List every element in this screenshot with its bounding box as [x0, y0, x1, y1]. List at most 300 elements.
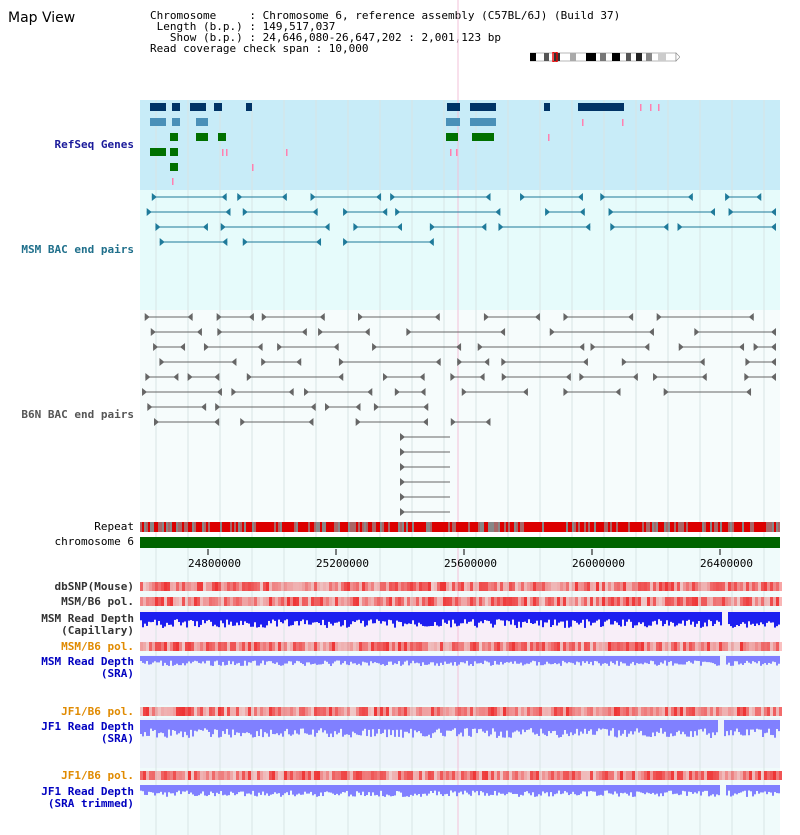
repeat-block: [754, 522, 756, 532]
jf1-pol2-cell: [335, 771, 338, 780]
jf1-trimmed-depth-bar: [452, 785, 454, 792]
jf1-pol2-cell: [632, 771, 635, 780]
dbsnp-cell: [656, 582, 659, 591]
jf1-trimmed-depth-bar: [210, 785, 212, 792]
jf1-pol2-cell: [200, 771, 203, 780]
dbsnp-cell: [398, 582, 401, 591]
jf1-pol2-cell: [746, 771, 749, 780]
jf1-trimmed-depth-bar: [540, 785, 542, 796]
msm-capillary-depth-bar: [352, 612, 354, 621]
repeat-block: [586, 522, 588, 532]
jf1-pol2-cell: [254, 771, 257, 780]
jf1-pol-cell: [635, 707, 638, 716]
msm-capillary-depth-bar: [672, 612, 674, 623]
jf1-trimmed-depth-bar: [714, 785, 716, 797]
jf1-pol-cell: [182, 707, 185, 716]
repeat-block: [576, 522, 578, 532]
msm-capillary-depth-bar: [454, 612, 456, 624]
jf1-trimmed-depth-bar: [736, 785, 738, 794]
msm-sra-depth-bar: [206, 656, 208, 661]
jf1-pol-cell: [746, 707, 749, 716]
msm-sra-depth-bar: [380, 656, 382, 665]
msm-pol-cell: [254, 597, 257, 606]
dbsnp-cell: [647, 582, 650, 591]
track-label-refseq[interactable]: RefSeq Genes: [54, 138, 134, 151]
track-label-msm-pol-2: MSM/B6 pol.: [61, 640, 134, 653]
jf1-trimmed-depth-bar: [420, 785, 422, 797]
jf1-sra-depth-bar: [668, 720, 670, 737]
jf1-trimmed-depth-bar: [536, 785, 538, 796]
jf1-pol-cell: [644, 707, 647, 716]
msm-pol-cell: [749, 597, 752, 606]
jf1-trimmed-depth-bar: [576, 785, 578, 795]
msm-pol-cell: [563, 597, 566, 606]
msm-pol-cell: [641, 597, 644, 606]
dbsnp-cell: [767, 582, 770, 591]
jf1-pol-cell: [671, 707, 674, 716]
jf1-pol-cell: [197, 707, 200, 716]
track-label-msm-depth-sra: MSM Read Depth (SRA): [41, 655, 134, 680]
repeat-block: [394, 522, 396, 532]
jf1-trimmed-depth-bar: [410, 785, 412, 795]
jf1-trimmed-depth-bar: [436, 785, 438, 795]
jf1-pol2-cell: [482, 771, 485, 780]
repeat-block: [564, 522, 566, 532]
jf1-pol2-cell: [203, 771, 206, 780]
msm-sra-depth-bar: [610, 656, 612, 661]
repeat-block: [448, 522, 450, 532]
jf1-trimmed-depth-bar: [570, 785, 572, 794]
jf1-pol2-cell: [224, 771, 227, 780]
repeat-block: [726, 522, 728, 532]
jf1-pol-cell: [341, 707, 344, 716]
repeat-block: [760, 522, 762, 532]
msm-pol2-cell: [206, 642, 209, 651]
msm-pol2-cell: [215, 642, 218, 651]
msm-capillary-depth-bar: [364, 612, 366, 627]
jf1-trimmed-depth-bar: [166, 785, 168, 797]
jf1-pol2-cell: [470, 771, 473, 780]
jf1-pol-cell: [653, 707, 656, 716]
jf1-pol-cell: [404, 707, 407, 716]
jf1-pol-cell: [185, 707, 188, 716]
jf1-trimmed-depth-bar: [716, 785, 718, 794]
dbsnp-cell: [248, 582, 251, 591]
jf1-trimmed-depth-bar: [274, 785, 276, 792]
jf1-sra-depth-bar: [544, 720, 546, 735]
jf1-pol2-cell: [344, 771, 347, 780]
jf1-sra-depth-bar: [690, 720, 692, 731]
jf1-trimmed-depth-bar: [308, 785, 310, 794]
msm-sra-depth-bar: [616, 656, 618, 661]
jf1-pol2-cell: [527, 771, 530, 780]
dbsnp-cell: [749, 582, 752, 591]
msm-sra-depth-bar: [662, 656, 664, 664]
jf1-pol2-cell: [269, 771, 272, 780]
jf1-pol2-cell: [641, 771, 644, 780]
jf1-pol2-cell: [212, 771, 215, 780]
msm-sra-depth-bar: [320, 656, 322, 664]
track-label-msm-bac[interactable]: MSM BAC end pairs: [21, 243, 134, 256]
jf1-trimmed-depth-bar: [734, 785, 736, 793]
jf1-trimmed-depth-bar: [418, 785, 420, 794]
msm-capillary-depth-bar: [408, 612, 410, 623]
repeat-block: [592, 522, 594, 532]
msm-capillary-depth-bar: [740, 612, 742, 624]
dbsnp-cell: [317, 582, 320, 591]
msm-pol-cell: [344, 597, 347, 606]
msm-sra-depth-bar: [570, 656, 572, 663]
msm-sra-depth-bar: [514, 656, 516, 661]
repeat-block: [428, 522, 430, 532]
jf1-trimmed-depth-bar: [164, 785, 166, 792]
jf1-sra-depth-bar: [728, 720, 730, 735]
repeat-block: [664, 522, 666, 532]
jf1-pol2-cell: [533, 771, 536, 780]
msm-pol2-cell: [608, 642, 611, 651]
jf1-pol-cell: [335, 707, 338, 716]
msm-capillary-depth-bar: [488, 612, 490, 621]
dbsnp-cell: [542, 582, 545, 591]
msm-pol2-cell: [218, 642, 221, 651]
msm-pol-cell: [695, 597, 698, 606]
dbsnp-cell: [419, 582, 422, 591]
repeat-block: [604, 522, 606, 532]
jf1-pol-cell: [296, 707, 299, 716]
msm-capillary-depth-bar: [644, 612, 646, 626]
jf1-trimmed-depth-bar: [562, 785, 564, 794]
msm-sra-depth-bar: [412, 656, 414, 661]
msm-pol2-cell: [338, 642, 341, 651]
jf1-sra-depth-bar: [752, 720, 754, 730]
jf1-trimmed-depth-bar: [230, 785, 232, 792]
msm-pol-cell: [755, 597, 758, 606]
dbsnp-cell: [452, 582, 455, 591]
jf1-sra-depth-bar: [178, 720, 180, 733]
msm-pol2-cell: [569, 642, 572, 651]
repeat-block: [742, 522, 744, 532]
jf1-trimmed-depth-bar: [478, 785, 480, 795]
msm-pol-cell: [176, 597, 179, 606]
msm-pol2-cell: [590, 642, 593, 651]
msm-capillary-depth-bar: [728, 612, 730, 624]
msm-pol2-cell: [491, 642, 494, 651]
msm-pol-cell: [332, 597, 335, 606]
dbsnp-cell: [530, 582, 533, 591]
jf1-sra-depth-bar: [654, 720, 656, 736]
dbsnp-cell: [692, 582, 695, 591]
msm-pol-cell: [236, 597, 239, 606]
repeat-block: [512, 522, 514, 532]
msm-capillary-depth-bar: [556, 612, 558, 626]
jf1-trimmed-depth-bar: [154, 785, 156, 795]
dbsnp-cell: [374, 582, 377, 591]
jf1-pol2-cell: [761, 771, 764, 780]
msm-capillary-depth-bar: [396, 612, 398, 621]
repeat-block: [734, 522, 736, 532]
jf1-trimmed-depth-bar: [622, 785, 624, 793]
jf1-trimmed-depth-bar: [776, 785, 778, 793]
msm-sra-depth-bar: [658, 656, 660, 665]
msm-capillary-depth-bar: [356, 612, 358, 620]
msm-sra-depth-bar: [678, 656, 680, 664]
jf1-pol-cell: [224, 707, 227, 716]
msm-sra-depth-bar: [248, 656, 250, 662]
msm-sra-depth-bar: [370, 656, 372, 661]
jf1-pol2-cell: [173, 771, 176, 780]
jf1-sra-depth-bar: [146, 720, 148, 736]
repeat-block: [750, 522, 752, 532]
msm-capillary-depth-bar: [598, 612, 600, 619]
msm-pol-cell: [212, 597, 215, 606]
repeat-block: [472, 522, 474, 532]
repeat-block: [620, 522, 622, 532]
repeat-block: [520, 522, 522, 532]
msm-pol-cell: [659, 597, 662, 606]
dbsnp-cell: [743, 582, 746, 591]
jf1-sra-depth-bar: [422, 720, 424, 736]
repeat-block: [766, 522, 768, 532]
msm-sra-depth-bar: [526, 656, 528, 664]
msm-sra-depth-bar: [182, 656, 184, 663]
msm-capillary-depth-bar: [286, 612, 288, 619]
msm-capillary-depth-bar: [540, 612, 542, 620]
jf1-pol-cell: [236, 707, 239, 716]
jf1-pol2-cell: [662, 771, 665, 780]
msm-pol-cell: [632, 597, 635, 606]
repeat-block: [714, 522, 716, 532]
jf1-pol-cell: [758, 707, 761, 716]
jf1-trimmed-depth-bar: [538, 785, 540, 794]
msm-capillary-depth-bar: [684, 612, 686, 626]
msm-pol2-cell: [614, 642, 617, 651]
msm-sra-depth-bar: [480, 656, 482, 663]
msm-capillary-depth-bar: [292, 612, 294, 625]
dbsnp-cell: [227, 582, 230, 591]
msm-capillary-depth-bar: [546, 612, 548, 623]
jf1-sra-depth-bar: [370, 720, 372, 737]
repeat-block: [502, 522, 504, 532]
jf1-pol-cell: [659, 707, 662, 716]
msm-sra-depth-bar: [618, 656, 620, 666]
jf1-sra-depth-bar: [166, 720, 168, 738]
jf1-sra-depth-bar: [482, 720, 484, 732]
msm-pol-cell: [428, 597, 431, 606]
jf1-pol-cell: [365, 707, 368, 716]
jf1-trimmed-depth-bar: [770, 785, 772, 793]
msm-capillary-depth-bar: [384, 612, 386, 622]
msm-capillary-depth-bar: [502, 612, 504, 621]
msm-pol2-cell: [497, 642, 500, 651]
msm-pol2-cell: [779, 642, 782, 651]
jf1-sra-depth-bar: [358, 720, 360, 735]
msm-pol-cell: [437, 597, 440, 606]
msm-sra-depth-bar: [586, 656, 588, 661]
axis-tick-label: 25200000: [316, 557, 369, 570]
jf1-sra-depth-bar: [368, 720, 370, 730]
msm-sra-depth-bar: [344, 656, 346, 661]
msm-pol2-cell: [659, 642, 662, 651]
jf1-pol-cell: [332, 707, 335, 716]
msm-sra-depth-bar: [220, 656, 222, 666]
msm-pol-cell: [389, 597, 392, 606]
dbsnp-cell: [740, 582, 743, 591]
jf1-trimmed-depth-bar: [140, 785, 142, 791]
jf1-pol2-cell: [698, 771, 701, 780]
jf1-sra-depth-bar: [288, 720, 290, 734]
jf1-pol2-cell: [296, 771, 299, 780]
dbsnp-cell: [353, 582, 356, 591]
repeat-block: [262, 522, 264, 532]
msm-sra-depth-bar: [396, 656, 398, 664]
msm-pol2-cell: [383, 642, 386, 651]
repeat-block: [236, 522, 238, 532]
jf1-trimmed-depth-bar: [172, 785, 174, 793]
jf1-sra-depth-bar: [344, 720, 346, 735]
jf1-trimmed-depth-bar: [500, 785, 502, 794]
jf1-trimmed-depth-bar: [396, 785, 398, 791]
repeat-block: [190, 522, 192, 532]
jf1-trimmed-depth-bar: [490, 785, 492, 795]
msm-pol2-cell: [722, 642, 725, 651]
msm-capillary-depth-bar: [420, 612, 422, 624]
msm-pol-cell: [677, 597, 680, 606]
jf1-trimmed-depth-bar: [506, 785, 508, 794]
jf1-trimmed-depth-bar: [406, 785, 408, 796]
refseq-gene: [446, 118, 460, 126]
jf1-pol2-cell: [308, 771, 311, 780]
jf1-trimmed-depth-bar: [248, 785, 250, 793]
msm-pol-cell: [140, 597, 143, 606]
msm-sra-depth-bar: [292, 656, 294, 665]
jf1-trimmed-depth-bar: [486, 785, 488, 793]
repeat-block: [430, 522, 432, 532]
jf1-pol2-cell: [143, 771, 146, 780]
jf1-sra-depth-bar: [456, 720, 458, 736]
jf1-trimmed-depth-bar: [426, 785, 428, 796]
jf1-pol2-cell: [755, 771, 758, 780]
msm-sra-depth-bar: [686, 656, 688, 662]
msm-sra-depth-bar: [214, 656, 216, 661]
msm-pol2-cell: [581, 642, 584, 651]
msm-capillary-depth-bar: [390, 612, 392, 620]
msm-sra-depth-bar: [754, 656, 756, 662]
msm-pol2-cell: [536, 642, 539, 651]
msm-sra-depth-bar: [572, 656, 574, 663]
msm-pol2-cell: [149, 642, 152, 651]
msm-sra-depth-bar: [542, 656, 544, 665]
msm-pol-cell: [281, 597, 284, 606]
msm-pol2-cell: [725, 642, 728, 651]
dbsnp-cell: [239, 582, 242, 591]
repeat-block: [568, 522, 570, 532]
jf1-pol2-cell: [518, 771, 521, 780]
jf1-pol2-cell: [227, 771, 230, 780]
msm-pol2-cell: [164, 642, 167, 651]
msm-capillary-depth-bar: [608, 612, 610, 619]
msm-capillary-depth-bar: [176, 612, 178, 619]
repeat-block: [358, 522, 360, 532]
msm-capillary-depth-bar: [504, 612, 506, 626]
msm-pol2-cell: [371, 642, 374, 651]
jf1-sra-depth-bar: [418, 720, 420, 731]
jf1-sra-depth-bar: [214, 720, 216, 729]
msm-sra-depth-bar: [452, 656, 454, 666]
repeat-block: [496, 522, 498, 532]
msm-capillary-depth-bar: [762, 612, 764, 624]
msm-pol-cell: [665, 597, 668, 606]
jf1-pol2-cell: [602, 771, 605, 780]
repeat-block: [210, 522, 212, 532]
repeat-block: [506, 522, 508, 532]
repeat-block: [440, 522, 442, 532]
msm-pol-cell: [698, 597, 701, 606]
msm-capillary-depth-bar: [510, 612, 512, 625]
msm-capillary-depth-bar: [584, 612, 586, 628]
msm-sra-depth-bar: [350, 656, 352, 662]
msm-pol2-cell: [674, 642, 677, 651]
dbsnp-cell: [305, 582, 308, 591]
msm-capillary-depth-bar: [160, 612, 162, 625]
jf1-sra-depth-bar: [606, 720, 608, 729]
msm-pol2-cell: [551, 642, 554, 651]
jf1-pol2-cell: [695, 771, 698, 780]
jf1-trimmed-depth-bar: [324, 785, 326, 792]
jf1-pol2-cell: [368, 771, 371, 780]
msm-sra-depth-bar: [456, 656, 458, 666]
msm-capillary-depth-bar: [526, 612, 528, 623]
msm-capillary-depth-bar: [438, 612, 440, 626]
jf1-pol-cell: [752, 707, 755, 716]
msm-capillary-depth-bar: [712, 612, 714, 626]
msm-capillary-depth-bar: [772, 612, 774, 622]
msm-pol-cell: [143, 597, 146, 606]
msm-sra-depth-bar: [244, 656, 246, 661]
jf1-trimmed-depth-bar: [372, 785, 374, 792]
msm-sra-depth-bar: [544, 656, 546, 664]
msm-capillary-depth-bar: [742, 612, 744, 622]
refseq-tick: [252, 164, 254, 171]
jf1-sra-depth-bar: [316, 720, 318, 733]
dbsnp-cell: [377, 582, 380, 591]
msm-sra-depth-bar: [620, 656, 622, 662]
track-label-b6n-bac[interactable]: B6N BAC end pairs: [21, 408, 134, 421]
jf1-trimmed-depth-bar: [624, 785, 626, 793]
msm-capillary-depth-bar: [280, 612, 282, 622]
dbsnp-cell: [653, 582, 656, 591]
msm-pol-cell: [623, 597, 626, 606]
jf1-pol-cell: [353, 707, 356, 716]
msm-sra-depth-bar: [470, 656, 472, 664]
jf1-sra-depth-bar: [340, 720, 342, 729]
jf1-sra-depth-bar: [142, 720, 144, 736]
msm-capillary-depth-bar: [576, 612, 578, 623]
jf1-sra-depth-bar: [330, 720, 332, 734]
dbsnp-cell: [536, 582, 539, 591]
jf1-pol2-cell: [752, 771, 755, 780]
jf1-trimmed-depth-bar: [374, 785, 376, 795]
dbsnp-cell: [590, 582, 593, 591]
jf1-sra-depth-bar: [540, 720, 542, 729]
msm-capillary-depth-bar: [374, 612, 376, 623]
repeat-block: [238, 522, 240, 532]
msm-pol2-cell: [428, 642, 431, 651]
msm-sra-depth-bar: [778, 656, 780, 664]
jf1-trimmed-depth-bar: [548, 785, 550, 796]
jf1-pol2-cell: [560, 771, 563, 780]
dbsnp-cell: [722, 582, 725, 591]
repeat-block: [178, 522, 180, 532]
